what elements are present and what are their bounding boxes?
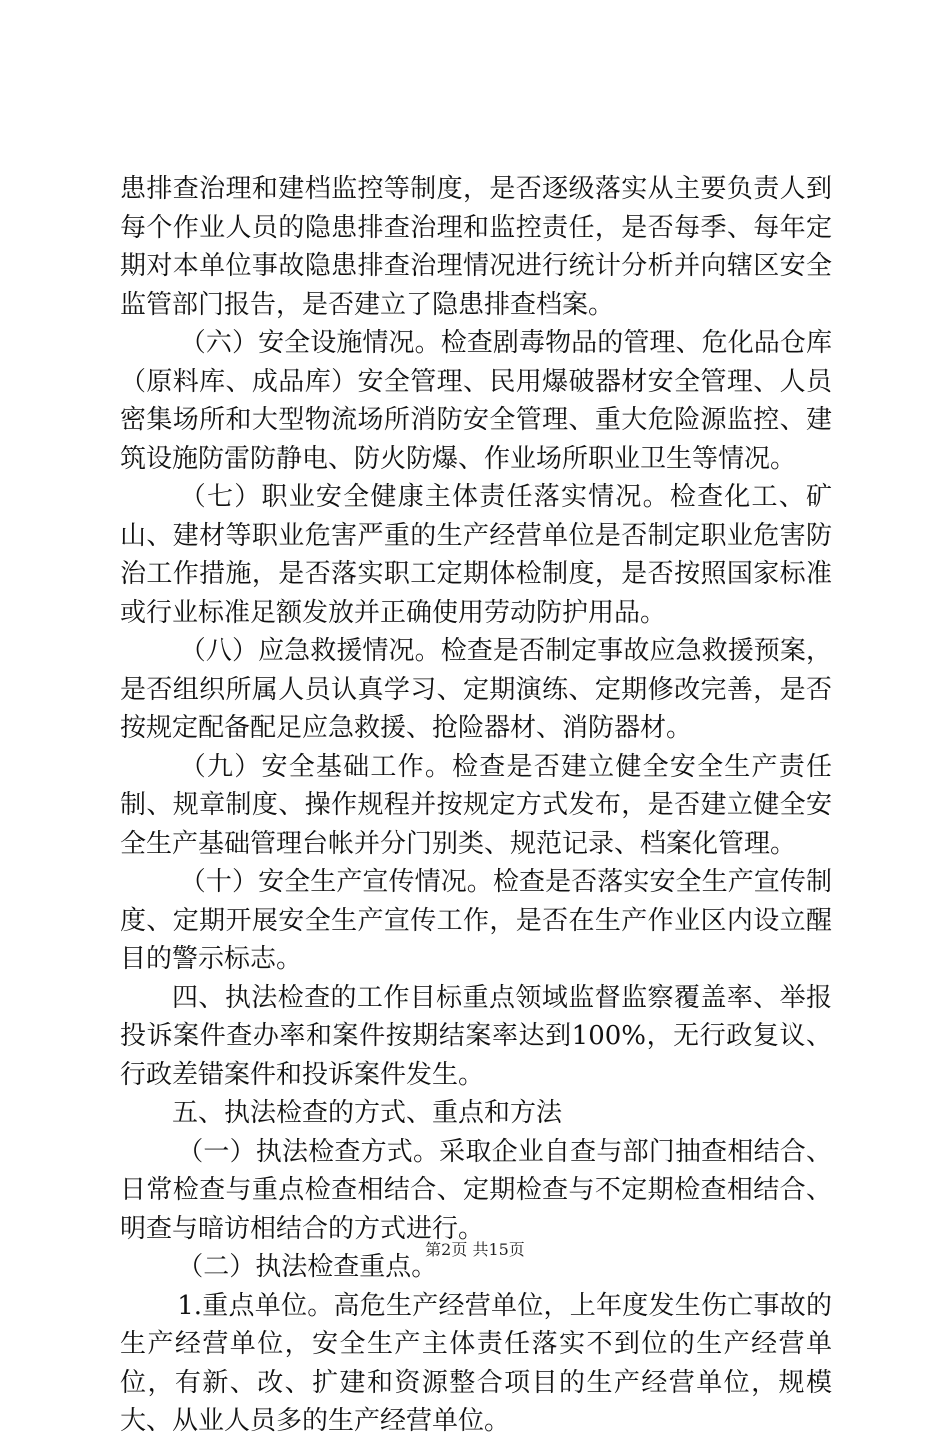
paragraph-1: 患排查治理和建档监控等制度，是否逐级落实从主要负责人到每个作业人员的隐患排查治理和监控责任，是否每季、每年定期对本单位事故隐患排查治理情况进行统计分析并向辖区安全监管部门报告，是否建立了隐患排查档案。 <box>120 174 832 320</box>
paragraph-2: （六）安全设施情况。检查剧毒物品的管理、危化品仓库（原料库、成品库）安全管理、民用爆破器材安全管理、人员密集场所和大型物流场所消防安全管理、重大危险源监控、建筑设施防雷防静电、防火防爆、作业场所职业卫生等情况。 <box>120 328 832 474</box>
paragraph-5: （九）安全基础工作。检查是否建立健全安全生产责任制、规章制度、操作规程并按规定方式发布，是否建立健全安全生产基础管理台帐并分门别类、规范记录、档案化管理。 <box>120 751 832 859</box>
paragraph-11: 1.重点单位。高危生产经营单位，上年度发生伤亡事故的生产经营单位，安全生产主体责任落实不到位的生产经营单位，有新、改、扩建和资源整合项目的生产经营单位，规模大、从业人员多的生产经营单位。 <box>120 1290 832 1436</box>
paragraph-9: （一）执法检查方式。采取企业自查与部门抽查相结合、日常检查与重点检查相结合、定期检查与不定期检查相结合、明查与暗访相结合的方式进行。 <box>120 1136 832 1244</box>
paragraph-3: （七）职业安全健康主体责任落实情况。检查化工、矿山、建材等职业危害严重的生产经营单位是否制定职业危害防治工作措施，是否落实职工定期体检制度，是否按照国家标准或行业标准足额发放并正确使用劳动防护用品。 <box>120 482 832 628</box>
paragraph-4: （八）应急救援情况。检查是否制定事故应急救援预案，是否组织所属人员认真学习、定期演练、定期修改完善，是否按规定配备配足应急救援、抢险器材、消防器材。 <box>120 636 832 743</box>
paragraph-8: 五、执法检查的方式、重点和方法 <box>172 1098 563 1128</box>
paragraph-10: （二）执法检查重点。 <box>177 1252 438 1282</box>
paragraph-7: 四、执法检查的工作目标重点领域监督监察覆盖率、举报投诉案件查办率和案件按期结案率达到100%，无行政复议、行政差错案件和投诉案件发生。 <box>120 982 832 1090</box>
page-number-footer: 第2页 共15页 <box>425 1240 525 1259</box>
paragraph-6: （十）安全生产宣传情况。检查是否落实安全生产宣传制度、定期开展安全生产宣传工作，是否在生产作业区内设立醒目的警示标志。 <box>120 867 832 974</box>
